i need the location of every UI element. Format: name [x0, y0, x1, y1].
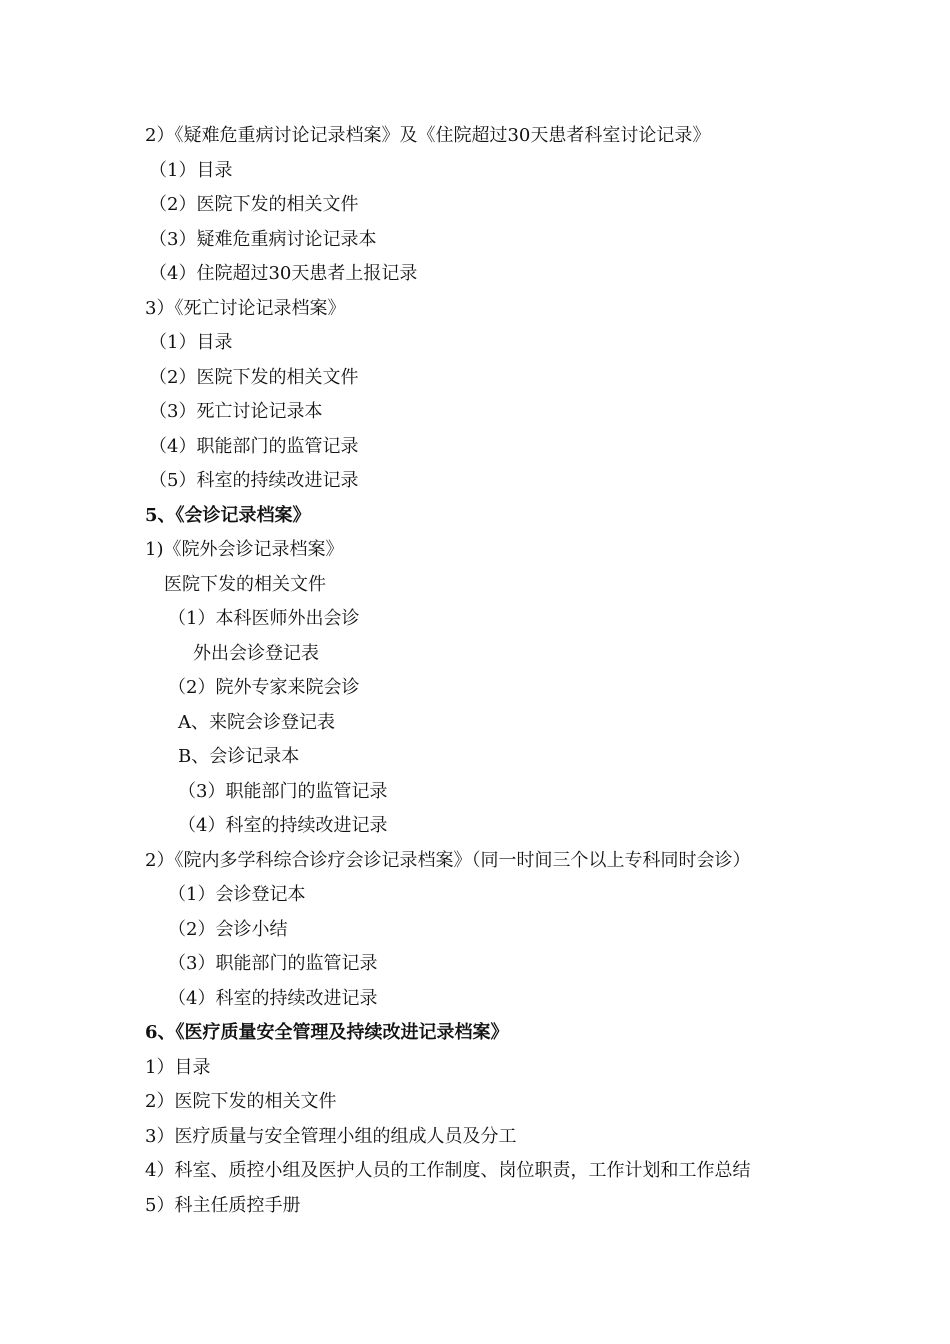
text-line: （3）职能部门的监管记录 — [168, 953, 378, 974]
text-line: （4）科室的持续改进记录 — [168, 987, 378, 1009]
text-line: 医院下发的相关文件 — [164, 573, 326, 595]
text-line: （1）会诊登记本 — [168, 884, 306, 905]
text-line: 2）医院下发的相关文件 — [145, 1091, 337, 1112]
document-page — [0, 119, 950, 1223]
section-heading: 5、《会诊记录档案》 — [145, 504, 311, 526]
text-line: （3）疑难危重病讨论记录本 — [149, 228, 377, 250]
text-line: 1）目录 — [145, 1056, 211, 1078]
text-line: （4）科室的持续改进记录 — [178, 815, 388, 836]
text-line: （2）医院下发的相关文件 — [149, 366, 359, 388]
text-line: 1)《院外会诊记录档案》 — [145, 539, 344, 560]
text-line: 4）科室、质控小组及医护人员的工作制度、岗位职责，工作计划和工作总结 — [145, 1160, 751, 1181]
text-line: （3）职能部门的监管记录 — [178, 780, 388, 802]
text-line: （2）医院下发的相关文件 — [149, 194, 359, 215]
text-line: 5）科主任质控手册 — [145, 1194, 301, 1216]
text-line: （3）死亡讨论记录本 — [149, 401, 323, 422]
text-line: 3）医疗质量与安全管理小组的组成人员及分工 — [145, 1125, 517, 1147]
section-heading: 6、《医疗质量安全管理及持续改进记录档案》 — [145, 1022, 509, 1043]
text-line: B、会诊记录本 — [178, 746, 300, 767]
text-line: 3）《死亡讨论记录档案》 — [145, 297, 346, 319]
text-line: A、来院会诊登记表 — [178, 711, 335, 733]
text-line: 外出会诊登记表 — [193, 642, 319, 664]
text-line: （2）会诊小结 — [168, 918, 288, 940]
text-line: （4）住院超过30天患者上报记录 — [149, 263, 418, 284]
text-line: 2）《疑难危重病讨论记录档案》及《住院超过30天患者科室讨论记录》 — [145, 125, 711, 146]
text-line: （5）科室的持续改进记录 — [149, 470, 359, 491]
text-line: （1）目录 — [149, 332, 233, 353]
text-line: 2）《院内多学科综合诊疗会诊记录档案》（同一时间三个以上专科同时会诊） — [145, 849, 751, 871]
text-line: （4）职能部门的监管记录 — [149, 435, 359, 457]
text-line: （1）本科医师外出会诊 — [168, 608, 360, 629]
text-line: （1）目录 — [149, 159, 233, 181]
text-line: （2）院外专家来院会诊 — [168, 677, 360, 698]
